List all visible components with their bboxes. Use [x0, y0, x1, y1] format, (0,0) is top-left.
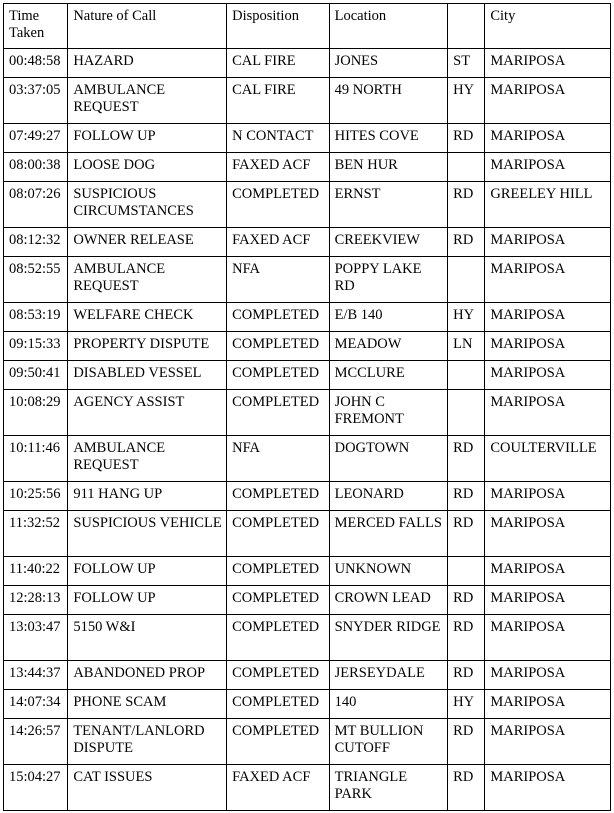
cell-nature: SUSPICIOUS CIRCUMSTANCES: [68, 182, 227, 228]
cell-street-suffix: RD: [448, 436, 485, 482]
cell-street-suffix: RD: [448, 586, 485, 615]
cell-time: 08:12:32: [4, 228, 68, 257]
cell-time: 09:50:41: [4, 361, 68, 390]
cell-disposition: COMPLETED: [227, 586, 330, 615]
cell-nature: SUSPICIOUS VEHICLE: [68, 511, 227, 557]
table-row: [4, 182, 611, 228]
cell-nature: TENANT/LANLORD DISPUTE: [68, 719, 227, 765]
cell-time: 10:11:46: [4, 436, 68, 482]
cell-disposition: FAXED ACF: [227, 153, 330, 182]
header-city: City: [485, 4, 611, 49]
cell-location: E/B 140: [329, 303, 448, 332]
cell-time: 14:07:34: [4, 690, 68, 719]
cell-city: MARIPOSA: [485, 615, 611, 661]
cell-city: MARIPOSA: [485, 557, 611, 586]
cell-street-suffix: [448, 361, 485, 390]
cell-nature: FOLLOW UP: [68, 586, 227, 615]
cell-disposition: COMPLETED: [227, 719, 330, 765]
cell-location: CROWN LEAD: [329, 586, 448, 615]
table-row: [4, 78, 611, 124]
header-location: Location: [329, 4, 448, 49]
cell-location: MT BULLION CUTOFF: [329, 719, 448, 765]
cell-city: MARIPOSA: [485, 661, 611, 690]
cell-city: MARIPOSA: [485, 153, 611, 182]
cell-location: POPPY LAKE RD: [329, 257, 448, 303]
cell-nature: CAT ISSUES: [68, 765, 227, 811]
cell-time: 07:49:27: [4, 124, 68, 153]
table-row: [4, 228, 611, 257]
table-row: [4, 332, 611, 361]
cell-nature: FOLLOW UP: [68, 124, 227, 153]
cell-disposition: COMPLETED: [227, 332, 330, 361]
cell-nature: AGENCY ASSIST: [68, 390, 227, 436]
cell-nature: 5150 W&I: [68, 615, 227, 661]
cell-street-suffix: HY: [448, 690, 485, 719]
cell-disposition: CAL FIRE: [227, 78, 330, 124]
cell-street-suffix: [448, 390, 485, 436]
call-log-table: [3, 3, 611, 811]
cell-location: LEONARD: [329, 482, 448, 511]
table-row: [4, 615, 611, 661]
cell-city: MARIPOSA: [485, 228, 611, 257]
table-row: [4, 511, 611, 557]
table-row: [4, 482, 611, 511]
cell-nature: FOLLOW UP: [68, 557, 227, 586]
cell-location: MERCED FALLS: [329, 511, 448, 557]
cell-street-suffix: RD: [448, 719, 485, 765]
cell-disposition: NFA: [227, 436, 330, 482]
cell-city: MARIPOSA: [485, 586, 611, 615]
table-row: [4, 303, 611, 332]
cell-city: MARIPOSA: [485, 765, 611, 811]
table-row: [4, 661, 611, 690]
cell-time: 10:25:56: [4, 482, 68, 511]
cell-disposition: COMPLETED: [227, 182, 330, 228]
cell-city: COULTERVILLE: [485, 436, 611, 482]
cell-time: 13:03:47: [4, 615, 68, 661]
table-row: [4, 586, 611, 615]
table-row: [4, 390, 611, 436]
header-time-taken: Time Taken: [4, 4, 68, 49]
cell-location: JOHN C FREMONT: [329, 390, 448, 436]
table-body: [4, 49, 611, 811]
cell-location: JONES: [329, 49, 448, 78]
cell-location: 49 NORTH: [329, 78, 448, 124]
cell-city: MARIPOSA: [485, 257, 611, 303]
cell-disposition: COMPLETED: [227, 303, 330, 332]
header-nature-of-call: Nature of Call: [68, 4, 227, 49]
cell-time: 03:37:05: [4, 78, 68, 124]
cell-street-suffix: RD: [448, 182, 485, 228]
cell-nature: 911 HANG UP: [68, 482, 227, 511]
cell-street-suffix: RD: [448, 124, 485, 153]
cell-street-suffix: HY: [448, 303, 485, 332]
cell-nature: AMBULANCE REQUEST: [68, 78, 227, 124]
cell-disposition: COMPLETED: [227, 615, 330, 661]
cell-location: JERSEYDALE: [329, 661, 448, 690]
cell-disposition: FAXED ACF: [227, 228, 330, 257]
cell-city: MARIPOSA: [485, 390, 611, 436]
cell-location: 140: [329, 690, 448, 719]
cell-nature: ABANDONED PROP: [68, 661, 227, 690]
cell-nature: PROPERTY DISPUTE: [68, 332, 227, 361]
table-row: [4, 49, 611, 78]
cell-disposition: COMPLETED: [227, 511, 330, 557]
cell-time: 08:00:38: [4, 153, 68, 182]
cell-disposition: NFA: [227, 257, 330, 303]
cell-city: MARIPOSA: [485, 361, 611, 390]
cell-time: 00:48:58: [4, 49, 68, 78]
cell-city: MARIPOSA: [485, 482, 611, 511]
cell-city: MARIPOSA: [485, 511, 611, 557]
table-header-row: [4, 4, 611, 49]
cell-city: MARIPOSA: [485, 690, 611, 719]
cell-street-suffix: [448, 557, 485, 586]
cell-city: MARIPOSA: [485, 78, 611, 124]
cell-nature: PHONE SCAM: [68, 690, 227, 719]
cell-time: 12:28:13: [4, 586, 68, 615]
cell-time: 08:07:26: [4, 182, 68, 228]
cell-street-suffix: RD: [448, 615, 485, 661]
cell-location: SNYDER RIDGE: [329, 615, 448, 661]
cell-city: MARIPOSA: [485, 332, 611, 361]
cell-location: HITES COVE: [329, 124, 448, 153]
table-row: [4, 690, 611, 719]
cell-location: DOGTOWN: [329, 436, 448, 482]
cell-location: MEADOW: [329, 332, 448, 361]
cell-disposition: COMPLETED: [227, 661, 330, 690]
cell-city: MARIPOSA: [485, 303, 611, 332]
cell-time: 09:15:33: [4, 332, 68, 361]
cell-location: MCCLURE: [329, 361, 448, 390]
table-row: [4, 361, 611, 390]
cell-street-suffix: RD: [448, 511, 485, 557]
cell-disposition: COMPLETED: [227, 690, 330, 719]
cell-location: BEN HUR: [329, 153, 448, 182]
cell-street-suffix: [448, 153, 485, 182]
table-row: [4, 557, 611, 586]
cell-time: 11:40:22: [4, 557, 68, 586]
cell-time: 13:44:37: [4, 661, 68, 690]
cell-street-suffix: RD: [448, 228, 485, 257]
cell-location: TRIANGLE PARK: [329, 765, 448, 811]
cell-disposition: COMPLETED: [227, 361, 330, 390]
cell-disposition: N CONTACT: [227, 124, 330, 153]
cell-city: MARIPOSA: [485, 49, 611, 78]
table-row: [4, 257, 611, 303]
cell-nature: LOOSE DOG: [68, 153, 227, 182]
table-row: [4, 765, 611, 811]
cell-city: GREELEY HILL: [485, 182, 611, 228]
cell-city: MARIPOSA: [485, 719, 611, 765]
table-row: [4, 719, 611, 765]
cell-city: MARIPOSA: [485, 124, 611, 153]
cell-location: UNKNOWN: [329, 557, 448, 586]
cell-time: 08:52:55: [4, 257, 68, 303]
cell-nature: OWNER RELEASE: [68, 228, 227, 257]
cell-nature: WELFARE CHECK: [68, 303, 227, 332]
cell-street-suffix: RD: [448, 482, 485, 511]
table-row: [4, 124, 611, 153]
cell-street-suffix: RD: [448, 661, 485, 690]
cell-time: 15:04:27: [4, 765, 68, 811]
table-row: [4, 153, 611, 182]
header-disposition: Disposition: [227, 4, 330, 49]
cell-disposition: COMPLETED: [227, 557, 330, 586]
cell-disposition: CAL FIRE: [227, 49, 330, 78]
cell-nature: DISABLED VESSEL: [68, 361, 227, 390]
cell-street-suffix: [448, 257, 485, 303]
cell-time: 08:53:19: [4, 303, 68, 332]
cell-nature: AMBULANCE REQUEST: [68, 436, 227, 482]
cell-time: 11:32:52: [4, 511, 68, 557]
header-street-suffix: [448, 4, 485, 49]
cell-street-suffix: LN: [448, 332, 485, 361]
cell-disposition: COMPLETED: [227, 482, 330, 511]
cell-disposition: COMPLETED: [227, 390, 330, 436]
cell-time: 10:08:29: [4, 390, 68, 436]
cell-location: ERNST: [329, 182, 448, 228]
cell-location: CREEKVIEW: [329, 228, 448, 257]
cell-nature: AMBULANCE REQUEST: [68, 257, 227, 303]
cell-nature: HAZARD: [68, 49, 227, 78]
cell-time: 14:26:57: [4, 719, 68, 765]
cell-street-suffix: HY: [448, 78, 485, 124]
cell-street-suffix: ST: [448, 49, 485, 78]
table-row: [4, 436, 611, 482]
cell-street-suffix: RD: [448, 765, 485, 811]
cell-disposition: FAXED ACF: [227, 765, 330, 811]
